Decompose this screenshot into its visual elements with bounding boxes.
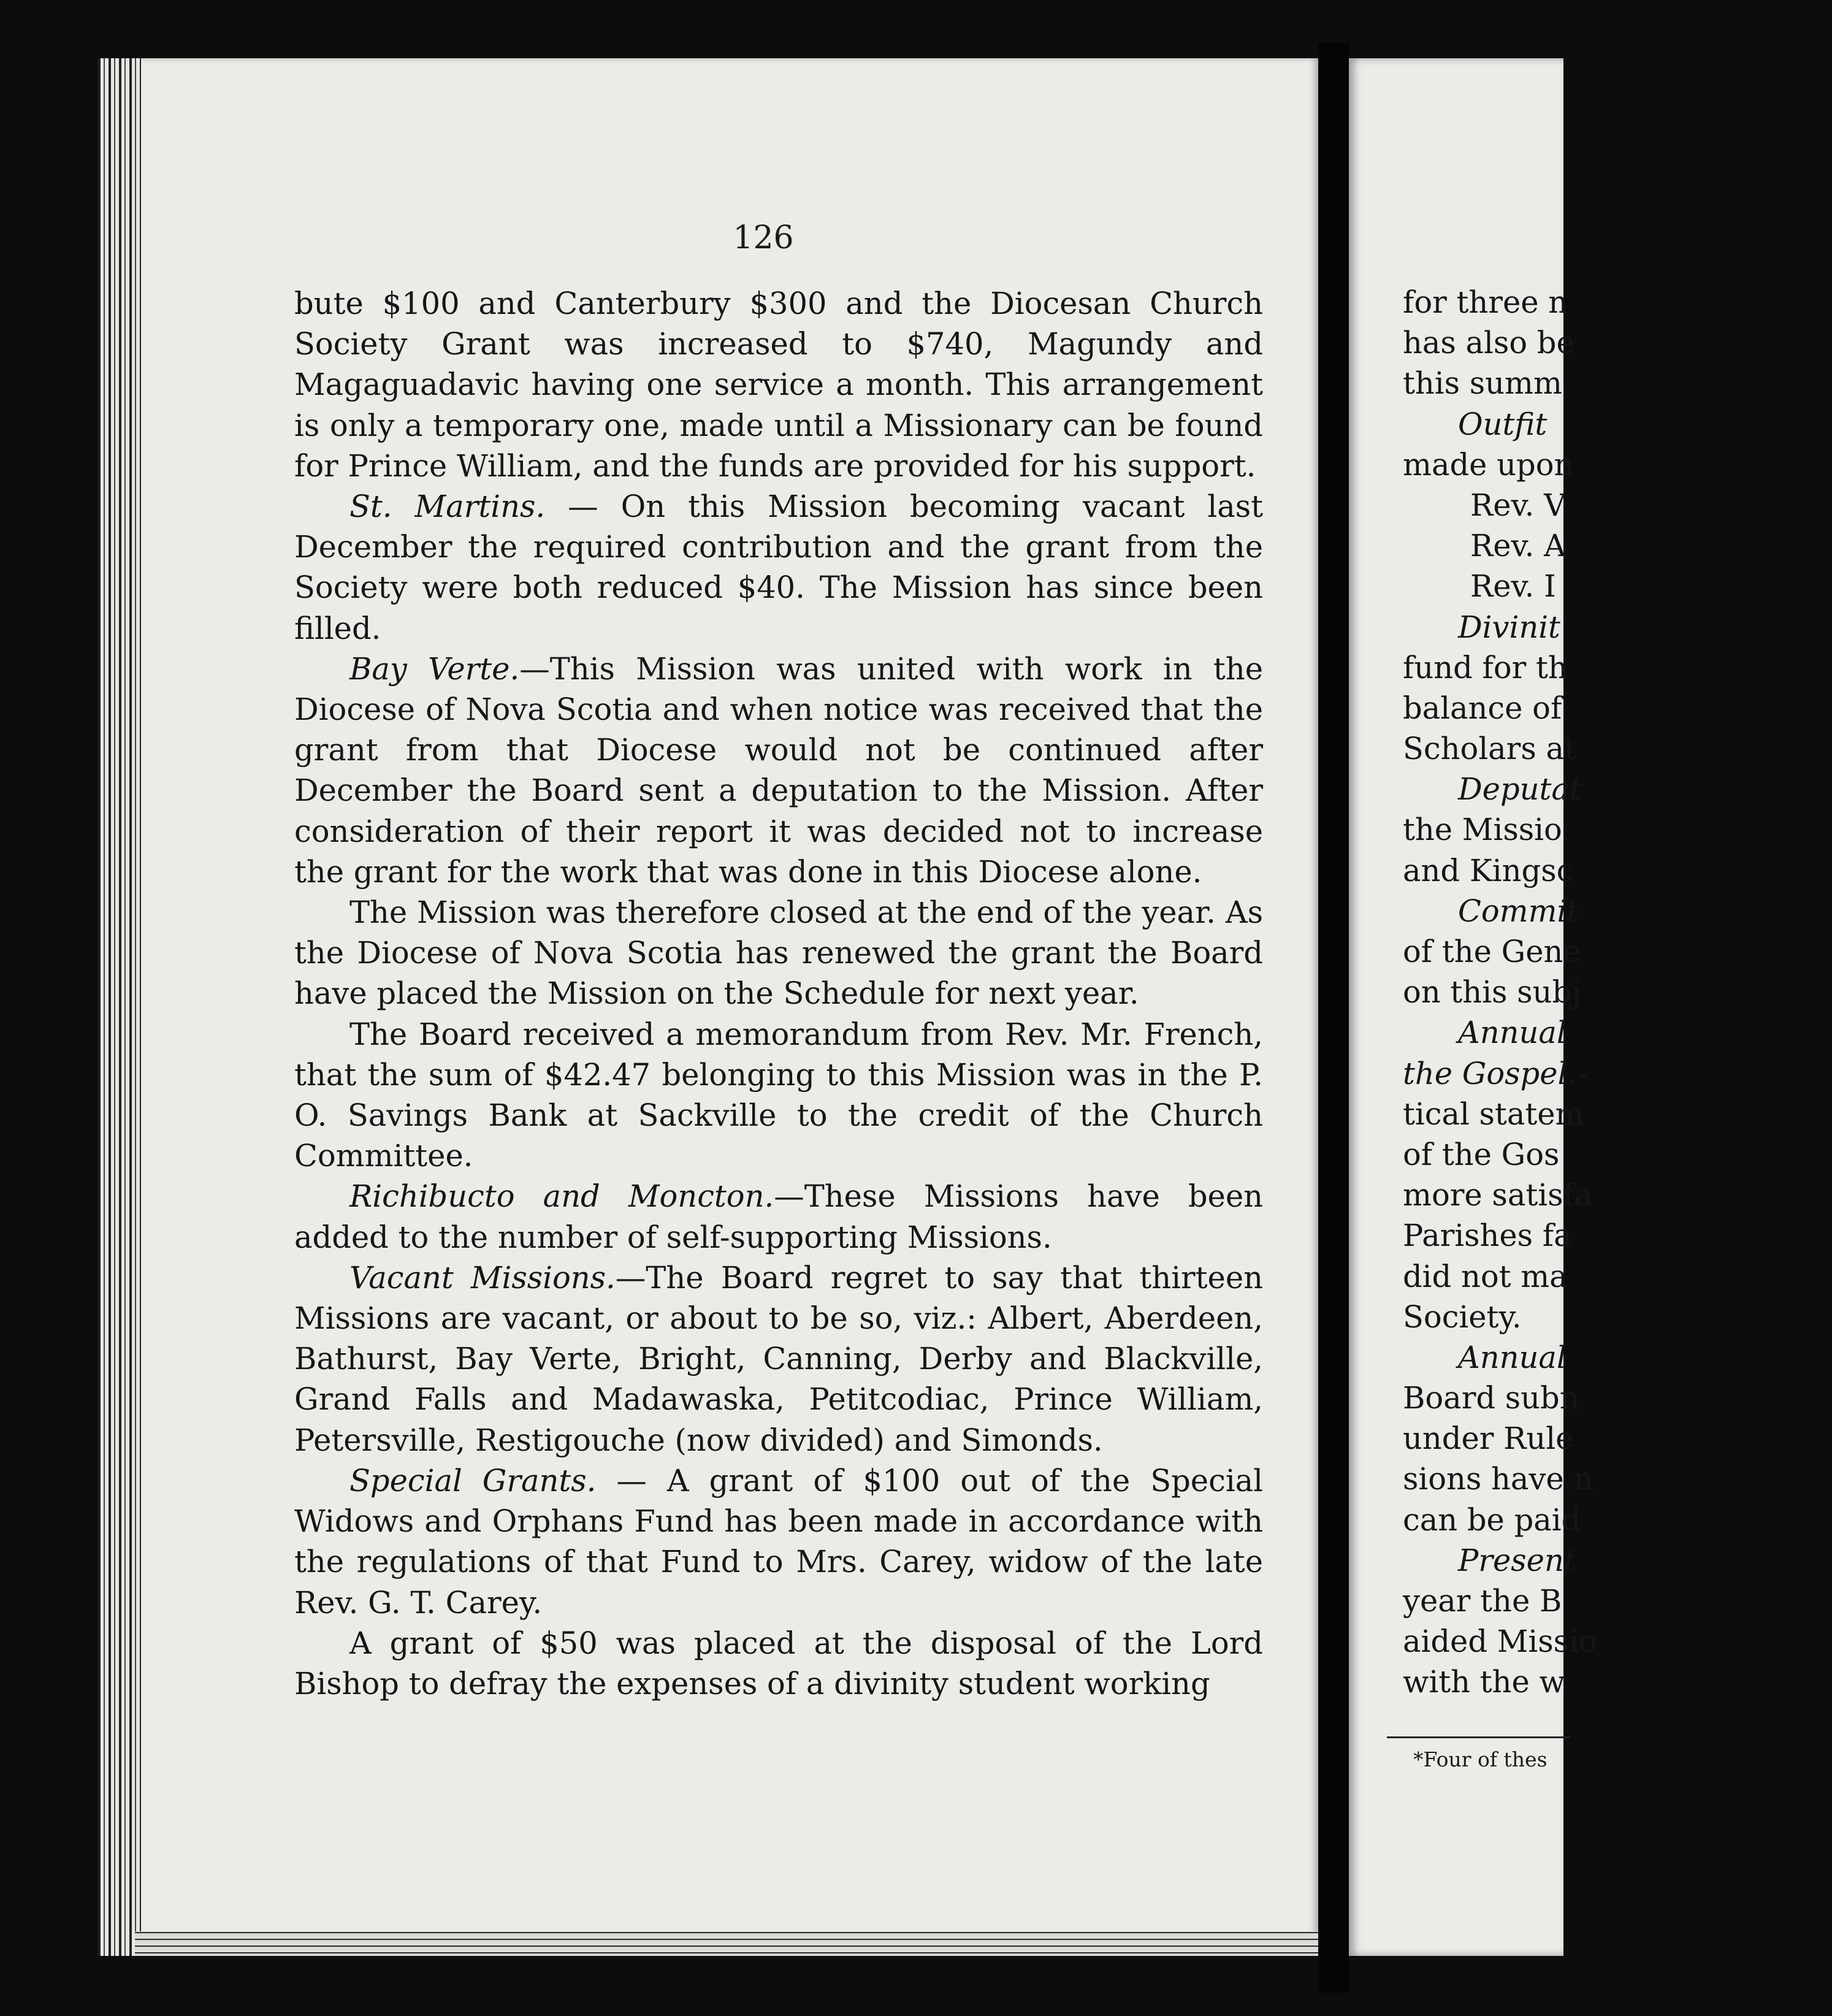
line-text: of the Gos [1403, 1136, 1560, 1172]
page-stack-edge [98, 58, 141, 1956]
paragraph-body: The Board received a memorandum from Rev. Mr. French, that the sum of $42.47 belonging to this Mission was in the P. O. Savings Bank at Sackville to the credit of the Church Committee. [294, 1016, 1263, 1174]
footnote-rule [1387, 1736, 1571, 1738]
right-page-line [1403, 1215, 1832, 1256]
paragraph-heading: Special Grants. [349, 1462, 597, 1499]
paragraph-body: —These Missions have been added to the number of self-supporting Missions. [294, 1178, 1264, 1255]
line-heading: Present [1458, 1542, 1576, 1578]
right-page-line [1403, 485, 1832, 525]
right-page-line [1403, 1134, 1832, 1175]
right-page-line [1403, 363, 1832, 403]
right-page-line [1403, 1662, 1832, 1702]
line-text: - [1577, 1055, 1587, 1091]
line-text: balance of [1403, 690, 1562, 726]
paragraph-body: The Mission was therefore closed at the end of the year. As the Diocese of Nova Scotia has renewed the grant the Board have placed the Mission on the Schedule for next year. [294, 895, 1263, 1012]
line-text: has also be [1403, 325, 1574, 361]
line-text: Scholars at [1403, 731, 1576, 767]
paragraph [294, 892, 1263, 1014]
right-page-line [1403, 1418, 1832, 1459]
paragraph [294, 283, 1263, 486]
right-page-line [1403, 891, 1832, 931]
right-page-line [1403, 809, 1832, 850]
right-page-line [1403, 1500, 1832, 1540]
right-page-line [1403, 1094, 1832, 1134]
paragraph-body: A grant of $50 was placed at the disposal of the Lord Bishop to defray the expenses of a divinity student working [294, 1625, 1263, 1701]
right-page-line [1403, 1459, 1832, 1499]
line-text: Rev. V [1470, 487, 1566, 523]
paragraph-body: bute $100 and Canterbury $300 and the Diocesan Church Society Grant was increased to $740, Magundy and Magaguadavic having one service a month. This arrangement is only a temporary one, made until a Missionary can be found for Prince William, and the funds are provided for his support. [294, 286, 1263, 484]
line-heading: Annual [1458, 1015, 1567, 1051]
line-text: more satisfa [1403, 1177, 1593, 1213]
right-page-line [1403, 1256, 1832, 1297]
right-page-line [1403, 1540, 1832, 1581]
line-text: of the Gene [1403, 934, 1581, 969]
line-text: this summ [1403, 365, 1562, 402]
line-text: aided Missio [1403, 1624, 1597, 1660]
line-text: sions have n [1403, 1461, 1593, 1497]
right-page-line [1403, 931, 1832, 972]
line-text: can be paid [1403, 1502, 1581, 1538]
paragraph-heading: St. Martins. [349, 489, 546, 525]
right-page-line [1403, 647, 1832, 688]
line-text: tical statem [1403, 1096, 1584, 1132]
paragraph-body: —This Mission was united with work in the Diocese of Nova Scotia and when notice was received that the grant from that Diocese would not be continued after December the Board sent a deputation to the Mission. After consideration of their report it was decided not to increase the grant for the work that was done in this Diocese alone. [294, 651, 1263, 890]
paragraph [294, 1623, 1263, 1704]
line-text: Board subn [1403, 1380, 1579, 1416]
paragraph [294, 1258, 1263, 1460]
right-page-line [1403, 1053, 1832, 1094]
line-text: Parishes fa [1403, 1218, 1572, 1254]
right-page-line [1403, 1621, 1832, 1662]
right-page-line [1403, 404, 1832, 445]
line-heading: Divinit [1458, 609, 1560, 645]
line-text: year the B [1403, 1583, 1562, 1619]
right-page-line [1403, 1337, 1832, 1378]
line-text: fund for th [1403, 649, 1568, 685]
line-heading: Commit [1458, 893, 1579, 929]
line-text: Society. [1403, 1299, 1522, 1335]
paragraph [294, 649, 1263, 892]
line-heading: the Gospel. [1403, 1055, 1578, 1091]
right-page-line [1403, 1581, 1832, 1621]
book-gutter [1318, 43, 1349, 1993]
line-text: and Kingsc [1403, 852, 1574, 888]
right-page-line [1403, 525, 1832, 566]
paragraph [294, 1460, 1263, 1623]
right-page-line [1403, 769, 1832, 809]
line-text: made upon [1403, 446, 1574, 483]
right-page-line [1403, 850, 1832, 891]
line-text: for three n [1403, 284, 1568, 320]
line-heading: Deputat [1458, 771, 1582, 808]
line-text: Rev. I [1470, 568, 1556, 605]
right-page-line [1403, 728, 1832, 769]
right-page-line [1403, 445, 1832, 485]
paragraph-heading: Vacant Missions. [349, 1259, 616, 1296]
line-text: with the w [1403, 1664, 1565, 1700]
right-page-line [1403, 566, 1832, 606]
right-page-line [1403, 1378, 1832, 1418]
footnote: *Four of thes [1413, 1747, 1548, 1771]
line-heading: Outfit [1458, 406, 1548, 442]
paragraph-body: — A grant of $100 out of the Special Widows and Orphans Fund has been made in accordance with the regulations of that Fund to Mrs. Carey, widow of the late Rev. G. T. Carey. [294, 1462, 1263, 1621]
line-text: on this subj [1403, 974, 1581, 1010]
paragraph-body: — On this Mission becoming vacant last December the required contribution and the grant from the Society were both reduced $40. The Mission has since been filled. [294, 489, 1264, 646]
right-page-line [1403, 1012, 1832, 1053]
right-page-line [1403, 1175, 1832, 1215]
right-page-line [1403, 972, 1832, 1012]
paragraph-heading: Richibucto and Moncton. [349, 1178, 774, 1215]
right-page-line [1403, 688, 1832, 728]
paragraph-heading: Bay Verte. [349, 651, 520, 687]
paragraph [294, 486, 1263, 649]
line-text: did not ma [1403, 1258, 1568, 1294]
line-text: the Missio [1403, 812, 1562, 848]
page-stack-bottom-edge [135, 1931, 1318, 1956]
paragraph [294, 1014, 1263, 1177]
line-heading: Annual [1458, 1339, 1567, 1375]
right-page-line [1403, 607, 1832, 647]
line-text: under Rule [1403, 1421, 1574, 1457]
right-page-line [1403, 1297, 1832, 1337]
paragraph [294, 1176, 1263, 1257]
line-text: Rev. A [1470, 528, 1566, 564]
right-page-text [1403, 282, 1832, 1703]
right-page-line [1403, 282, 1832, 323]
paragraph-body: —The Board regret to say that thirteen Missions are vacant, or about to be so, viz.: Albert, Aberdeen, Bathurst, Bay Verte, Bright, Canning, Derby and Blackville, Grand Falls and Madawaska, Petitcodiac, Prince William, Petersville, Restigouche (now divided) and Simonds. [294, 1259, 1263, 1458]
page-number: 126 [733, 220, 794, 256]
left-page-text [294, 283, 1263, 1704]
right-page-line [1403, 323, 1832, 363]
